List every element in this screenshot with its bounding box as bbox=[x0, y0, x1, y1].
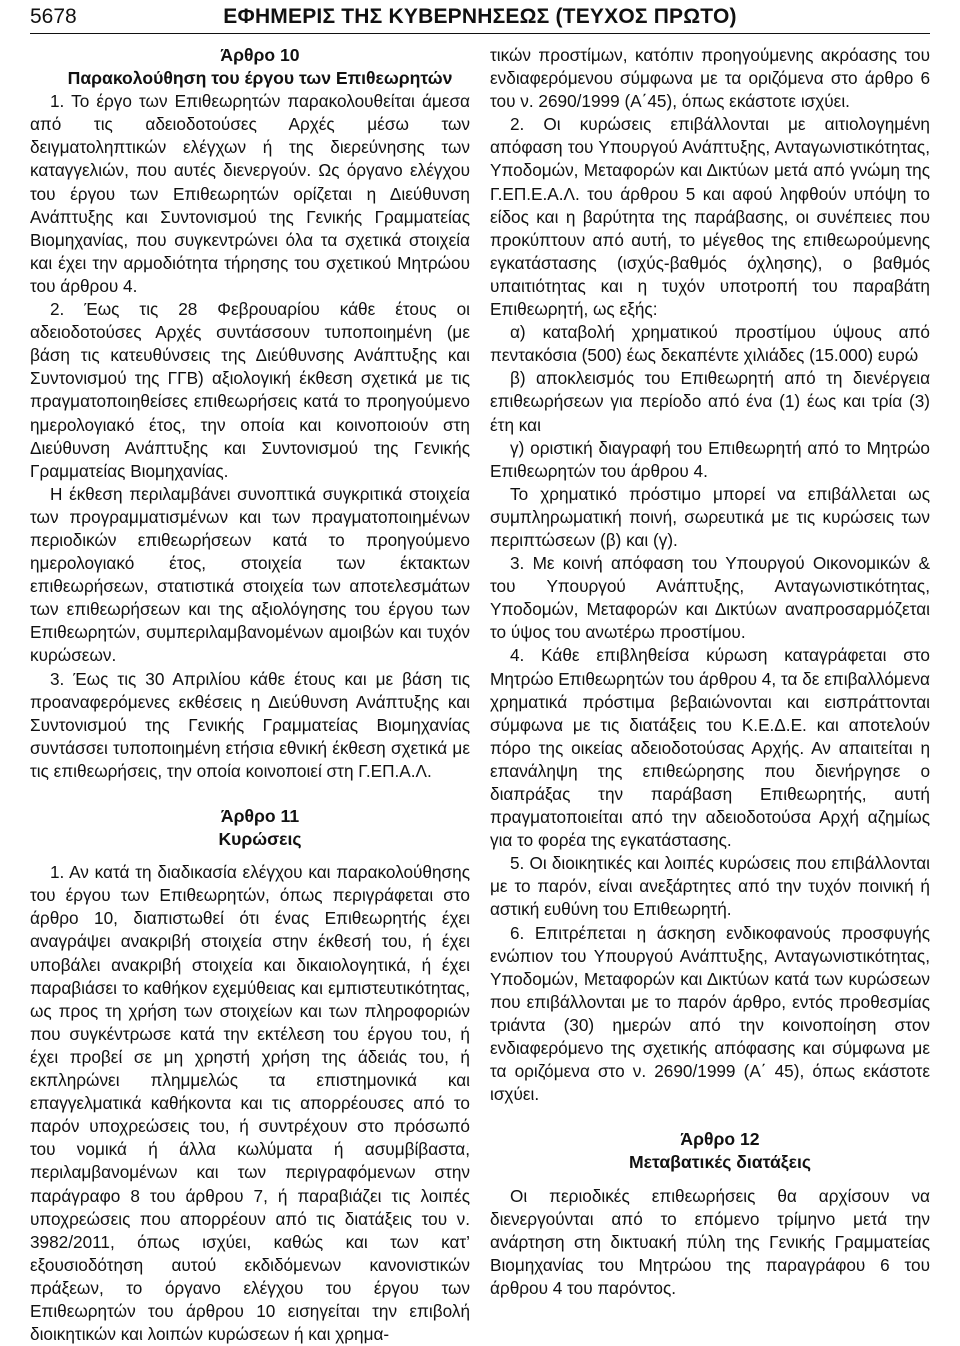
article-11-item-b: β) αποκλεισμός του Επιθεωρητή από τη διενέργεια επιθεωρήσεων για περίοδο από ένα (1) έως και τρία (3) έτη και bbox=[490, 368, 930, 435]
article-11-paragraph-5: 5. Οι διοικητικές και λοιπές κυρώσεις που επιβάλλονται με το παρόν, είναι ανεξάρτητες από την τυχόν ποινική ή αστική ευθύνη του Επιθεωρητή. bbox=[490, 853, 930, 920]
article-11-item-c: γ) οριστική διαγραφή του Επιθεωρητή από το Μητρώο Επιθεωρητών του άρθρου 4. bbox=[490, 437, 930, 481]
page-number: 5678 bbox=[30, 5, 77, 28]
article-10-number: Άρθρο 10 bbox=[220, 45, 300, 65]
spacer bbox=[30, 783, 470, 805]
article-12-number: Άρθρο 12 bbox=[680, 1129, 760, 1150]
journal-title: ΕΦΗΜΕΡΙΣ ΤΗΣ ΚΥΒΕΡΝΗΣΕΩΣ (ΤΕΥΧΟΣ ΠΡΩΤΟ) bbox=[223, 5, 737, 28]
right-column bbox=[490, 44, 930, 1300]
article-11-paragraph-4: 4. Κάθε επιβληθείσα κύρωση καταγράφεται στο Μητρώο Επιθεωρητών του άρθρου 4, τα δε επιβαλλόμενα χρηματικά πρόστιμα βεβαιώνονται και εισπράττονται σύμφωνα με τις διατάξεις του Κ.Ε.Δ.Ε. και αποτελούν πόρο της οικείας αδειοδοτούσας Αρχής. Αν απαιτείται η επανάληψη της επιθεώρησης που διενήργησε ο διαπράξας την παράβαση Επιθεωρητής, αυτή πραγματοποιείται από την αδειοδοτούσα Αρχή αζημίως για το φορέα της εγκατάστασης. bbox=[490, 645, 930, 851]
spacer bbox=[490, 1175, 930, 1185]
article-11-title: Κυρώσεις bbox=[218, 829, 302, 850]
article-11-item-a: α) καταβολή χρηματικού προστίμου ύψους από πεντακόσια (500) έως δεκαπέντε χιλιάδες (15.000) ευρώ bbox=[490, 322, 930, 366]
article-10-paragraph-3: 3. Έως τις 30 Απριλίου κάθε έτους και με βάση τις προαναφερόμενες εκθέσεις η Διεύθυνση Ανάπτυξης και Συντονισμού της Γενικής Γραμματείας Βιομηχανίας συντάσσει τυποποιημένη ετήσια εθνική έκθεση σχετικά με τις επιθεωρήσεις, την οποία κοινοποιεί στη Γ.ΕΠ.Α.Λ. bbox=[30, 668, 470, 781]
article-12-title: Μεταβατικές διατάξεις bbox=[628, 1152, 812, 1173]
article-11-paragraph-1: 1. Αν κατά τη διαδικασία ελέγχου και παρακολούθησης του έργου των Επιθεωρητών, όπως περιγράφεται στο άρθρο 10, διαπιστωθεί ότι ένας Επιθεωρητής έχει αναγράψει ανακριβή στοιχεία στην έκθεσή του, ή έχει υποβάλει ανακριβή στοιχεία και δικαιολογητικά, ή έχει παραβιάσει το καθήκον εχεμύθειας και εμπιστευτικότητας, ως προς τη χρήση των στοιχείων και των πληροφοριών που συγκέντρωσε κατά την εκτέλεση του έργου του, ή έχει προβεί σε μη χρηστή χρήση της άδειάς του, ή εκπληρώνει πλημμελώς τα επιστημονικά και επαγγελματικά καθήκοντα και τις απορρέουσες από το παρόν υποχρεώσεις του, ή συντρέχουν στο πρόσωπό του νομικά ή άλλα κωλύματα ή ασυμβίβαστα, περιλαμβανομένων και των περιγραφόμενων στην παράγραφο 8 του άρθρου 7, ή παραβιάζει τις λοιπές υποχρεώσεις που απορρέουν από τις διατάξεις του ν. 3982/2011, όπως ισχύει, καθώς και των κατ’ εξουσιοδότηση αυτού εκδιδόμενων κανονιστικών πράξεων, το όργανο ελέγχου του έργου των Επιθεωρητών του άρθρου 10 εισηγείται την επιβολή διοικητικών και λοιπών κυρώσεων ή και χρημα- bbox=[30, 862, 470, 1345]
header-rule bbox=[30, 33, 930, 34]
article-10-paragraph-2: 2. Έως τις 28 Φεβρουαρίου κάθε έτους οι αδειοδοτούσες Αρχές συντάσσουν τυποποιημένη (με βάση τις κατευθύνσεις της Διεύθυνσης Ανάπτυξης και Συντονισμού της ΓΓΒ) αξιολογική έκθεση σχετικά με τις πραγματοποιηθείσες επιθεωρήσεις κατά το προηγούμενο ημερολογιακό έτος, την οποία και κοινοποιούν στη Διεύθυνση Ανάπτυξης και Συντονισμού της Γενικής Γραμματείας Βιομηχανίας. bbox=[30, 299, 470, 481]
article-11-paragraph-1-continued: τικών προστίμων, κατόπιν προηγούμενης ακρόασης του ενδιαφερόμενου σύμφωνα με τα οριζόμενα στο άρθρο 6 του ν. 2690/1999 (Α΄45), όπως εκάστοτε ισχύει. bbox=[490, 45, 930, 112]
article-10-paragraph-2b: Η έκθεση περιλαμβάνει συνοπτικά συγκριτικά στοιχεία των προγραμματισμένων και των πραγματοποιημένων περιοδικών επιθεωρήσεων κατά το προηγούμενο ημερολογιακό έτος, στοιχεία των έκτακτων επιθεωρήσεων, στατιστικά στοιχεία των αποτελεσμάτων των επιθεωρήσεων και της αξιολόγησης του έργου των Επιθεωρητών, συμπεριλαμβανομένων αμοιβών και τυχόν κυρώσεων. bbox=[30, 483, 470, 666]
spacer bbox=[30, 851, 470, 861]
article-10-paragraph-1: 1. Το έργο των Επιθεωρητών παρακολουθείται άμεσα από τις αδειοδοτούσες Αρχές μέσω των δειγματοληπτικών ελέγχων ή της διερεύνησης των καταγγελιών, που αυτές διενεργούν. Ως όργανο ελέγχου του έργου των Επιθεωρητών ορίζεται η Διεύθυνση Ανάπτυξης και Συντονισμού της Γενικής Γραμματείας Βιομηχανίας, που συγκεντρώνει όλα τα σχετικά στοιχεία και έχει την αρμοδιότητα τήρησης του σχετικού Μητρώου του άρθρου 4. bbox=[30, 91, 470, 296]
left-column bbox=[30, 44, 470, 1346]
article-11-paragraph-3: 3. Με κοινή απόφαση του Υπουργού Οικονομικών & του Υπουργού Ανάπτυξης, Ανταγωνιστικότητας, Υποδομών, Μεταφορών και Δικτύων αναπροσαρμόζεται το ύψος του ανωτέρω προστίμου. bbox=[490, 553, 930, 643]
spacer bbox=[490, 1106, 930, 1128]
page-header bbox=[30, 2, 930, 32]
article-12-paragraph-1: Οι περιοδικές επιθεωρήσεις θα αρχίσουν να διενεργούνται από το επόμενο τρίμηνο μετά την ανάρτηση στη δικτυακή πύλη της Γενικής Γραμματείας Βιομηχανίας του Μητρώου της παραγράφου 6 του άρθρου 4 του παρόντος. bbox=[490, 1185, 930, 1298]
article-10-title: Παρακολούθηση του έργου των Επιθεωρητών bbox=[67, 68, 453, 89]
article-11-paragraph-6: 6. Επιτρέπεται η άσκηση ενδικοφανούς προσφυγής ενώπιον του Υπουργού Ανάπτυξης, Ανταγωνιστικότητας, Υποδομών, Μεταφορών και Δικτύων κατά των κυρώσεων που επιβάλλονται με το παρόν άρθρο, εντός προθεσμίας τριάντα (30) ημερών από την κοινοποίηση στον ενδιαφερόμενο της σχετικής απόφασης και σύμφωνα με τα οριζόμενα στο ν. 2690/1999 (Α΄ 45), όπως εκάστοτε ισχύει. bbox=[490, 922, 930, 1105]
article-11-number: Άρθρο 11 bbox=[220, 806, 300, 826]
article-11-paragraph-2b: Το χρηματικό πρόστιμο μπορεί να επιβάλλεται ως συμπληρωματική ποινή, σωρευτικά με τις κυρώσεις των περιπτώσεων (β) και (γ). bbox=[490, 483, 930, 550]
article-11-paragraph-2: 2. Οι κυρώσεις επιβάλλονται με αιτιολογημένη απόφαση του Υπουργού Ανάπτυξης, Ανταγωνιστικότητας, Υποδομών, Μεταφορών και Δικτύων μετά από γνώμη της Γ.ΕΠ.Ε.Α.Λ. του άρθρου 5 και αφού ληφθούν υπόψη το είδος και η βαρύτητα της παράβασης, οι συνέπειες που προκύπτουν από αυτή, το μέγεθος της επιθεωρούμενης εγκατάστασης (ισχύς-βαθμός όχλησης), ο βαθμός υπαιτιότητας και η τυχόν υποτροπή του παραβάτη Επιθεωρητή, ως εξής: bbox=[490, 114, 930, 320]
